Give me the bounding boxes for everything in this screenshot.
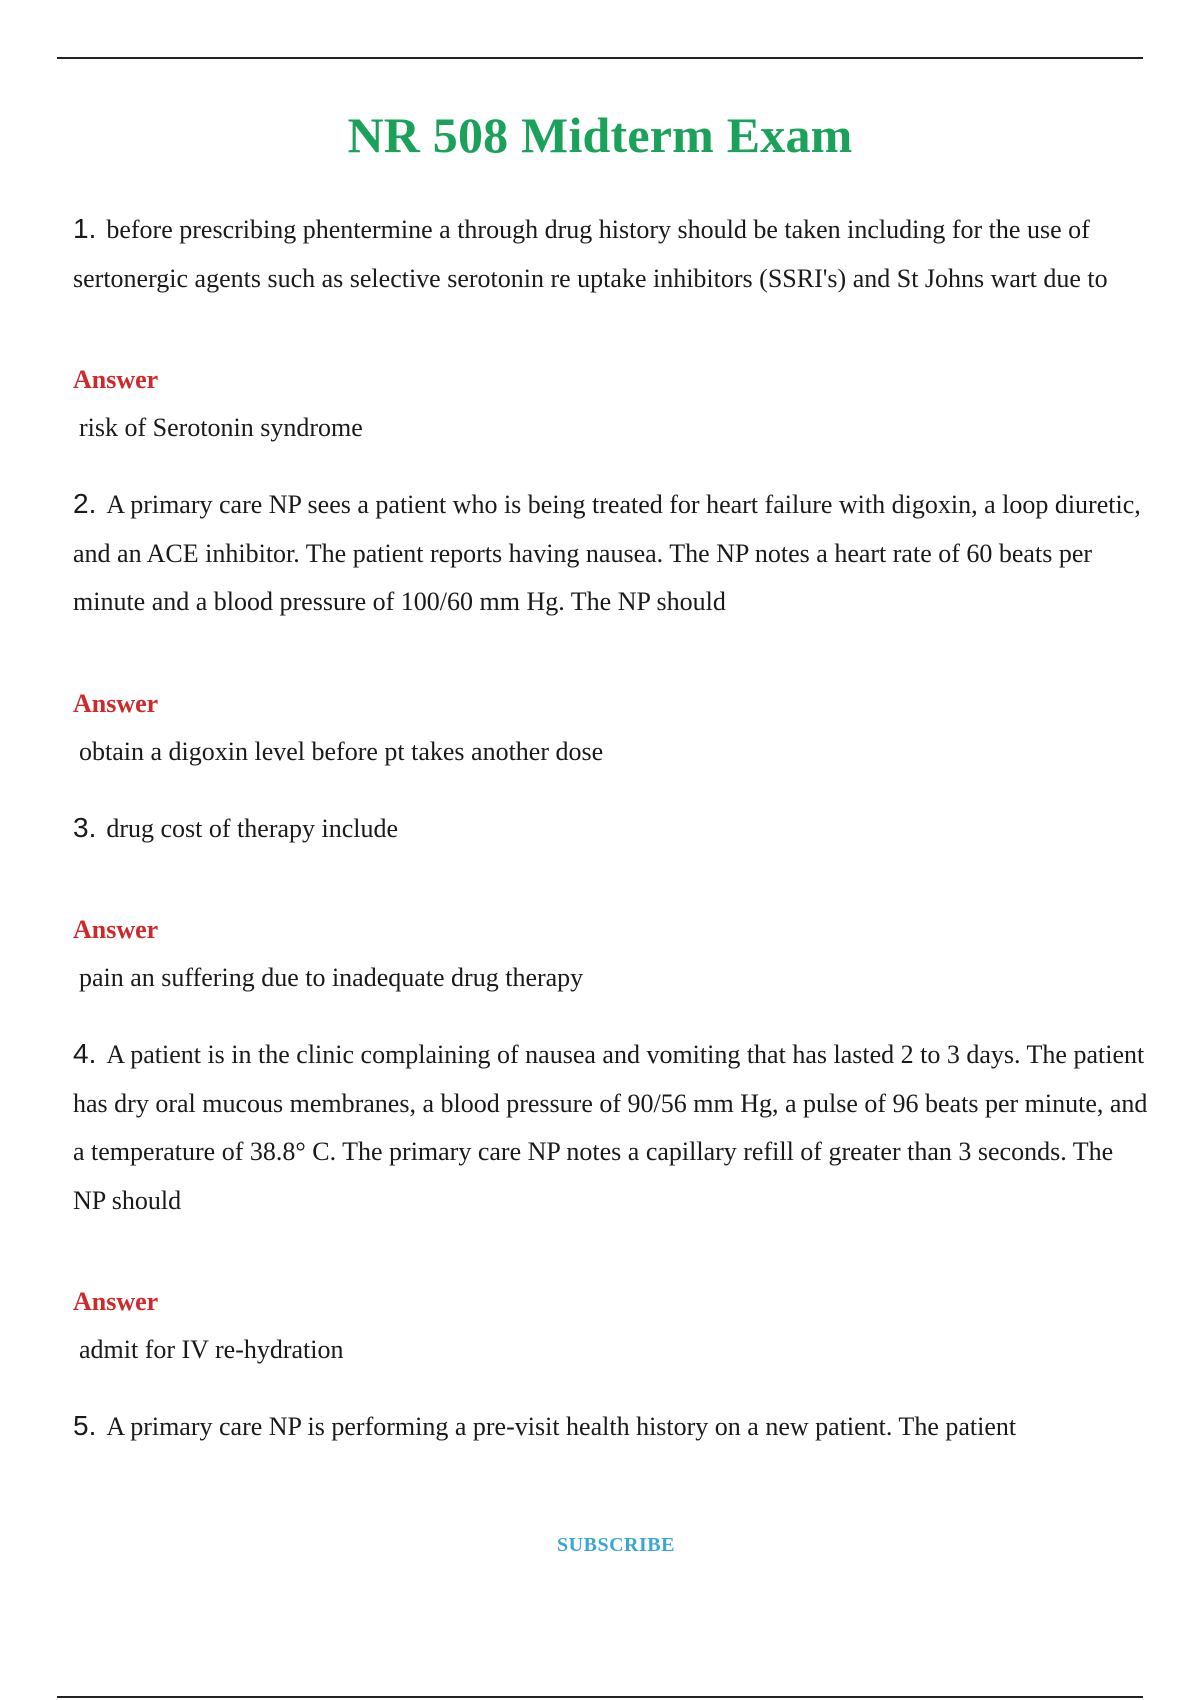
bottom-rule (57, 1696, 1143, 1698)
question-block-1 (73, 205, 1148, 446)
question-number: 1. (73, 213, 97, 244)
answer-label: Answer (73, 1287, 159, 1316)
question-1 (73, 205, 1148, 303)
page-title: NR 508 Midterm Exam (347, 106, 853, 163)
question-block-3 (73, 804, 1148, 997)
answer-label: Answer (73, 688, 159, 718)
question-number: 3. (73, 811, 97, 843)
question-number: 2. (73, 488, 97, 519)
question-text: A primary care NP sees a patient who is being treated for heart failure with digoxin, a loop diuretic, and an ACE inhibitor. The patient reports having nausea. The NP notes a heart rate of 60 beats per minute and a blood pressure of 100/60 mm Hg. The NP should (73, 490, 1141, 616)
question-5 (73, 1402, 1148, 1452)
question-number: 4. (73, 1038, 97, 1069)
question-text: A primary care NP is performing a pre-visit health history on a new patient. The patient (106, 1412, 1017, 1441)
question-block-2 (73, 480, 1148, 770)
question-2 (73, 480, 1148, 627)
answer-label: Answer (73, 915, 159, 944)
top-rule (57, 57, 1143, 59)
exam-content (73, 205, 1148, 1452)
answer-text: admit for IV re-hydration (79, 1335, 344, 1364)
question-block-5 (73, 1402, 1148, 1452)
question-number: 5. (73, 1410, 97, 1441)
answer-text: risk of Serotonin syndrome (79, 413, 363, 442)
question-text: drug cost of therapy include (106, 813, 399, 843)
question-3 (73, 804, 1148, 854)
question-text: A patient is in the clinic complaining of nausea and vomiting that has lasted 2 to 3 days. The patient has dry oral mucous membranes, a blood pressure of 90/56 mm Hg, a pulse of 96 beats per minute, and a temperature of 38.8° C. The primary care NP notes a capillary refill of greater than 3 seconds. The NP should (73, 1040, 1148, 1215)
question-block-4 (73, 1030, 1148, 1368)
answer-text: pain an suffering due to inadequate drug therapy (79, 963, 584, 992)
answer-text: obtain a digoxin level before pt takes another dose (79, 736, 604, 766)
answer-label: Answer (73, 365, 159, 394)
question-4 (73, 1030, 1148, 1225)
question-text: before prescribing phentermine a through drug history should be taken including for the use of sertonergic agents such as selective serotonin re uptake inhibitors (SSRI's) and St Johns wart due to (73, 215, 1108, 293)
subscribe-link[interactable]: SUBSCRIBE (557, 1534, 675, 1556)
